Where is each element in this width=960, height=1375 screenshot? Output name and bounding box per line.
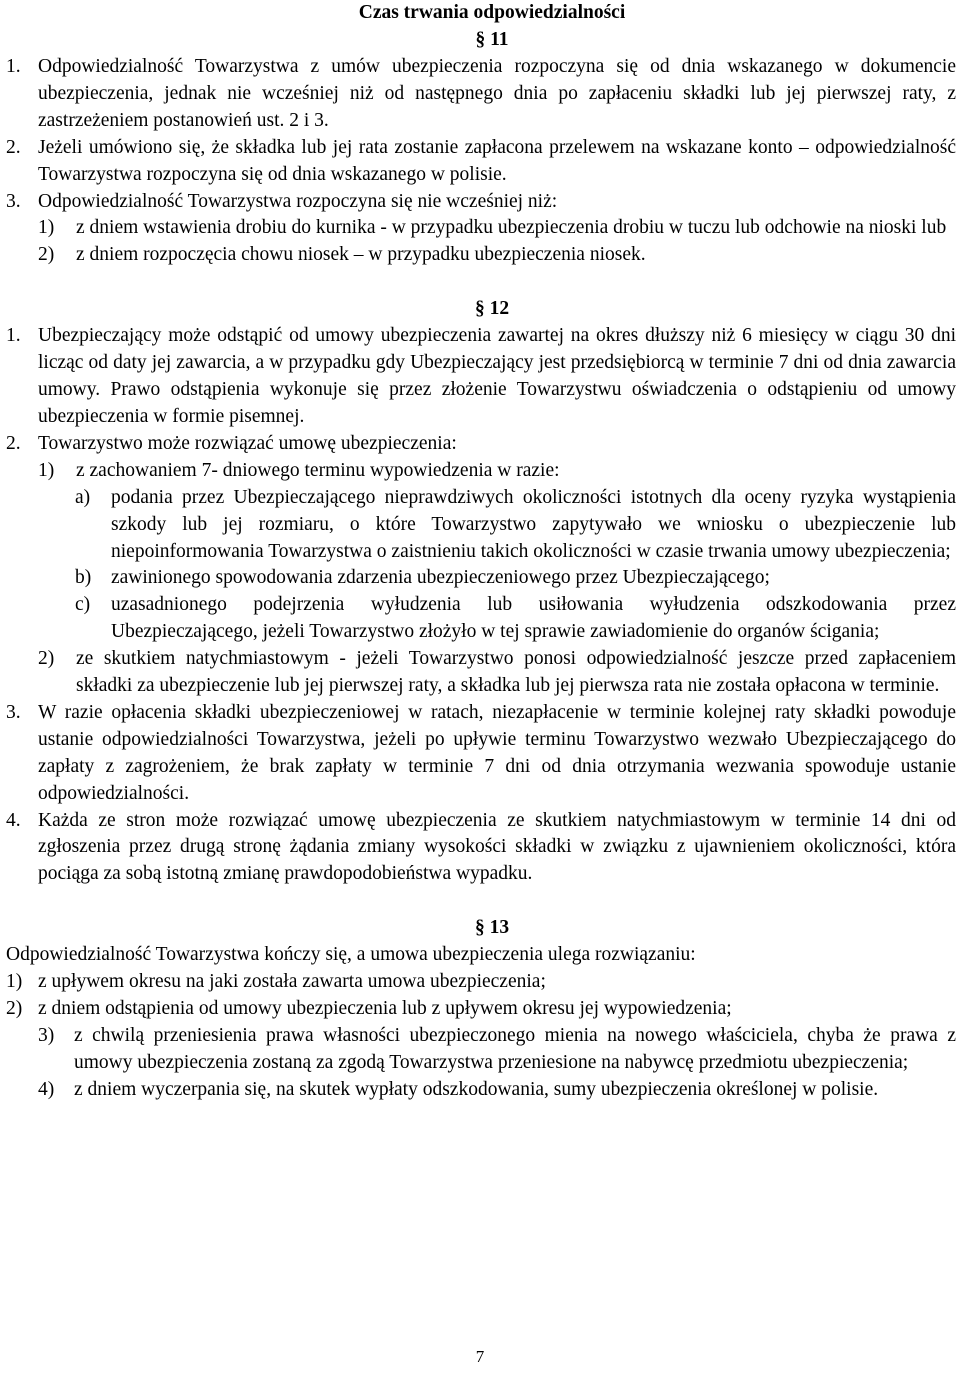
item-number: 2)	[38, 648, 55, 670]
s12-item-1	[6, 323, 956, 431]
item-text: Towarzystwo może rozwiązać umowę ubezpieczenia:	[38, 432, 457, 454]
item-number: 1)	[38, 459, 55, 481]
s11-subitem-1	[38, 215, 956, 242]
s12-item-2-sub-2	[38, 646, 956, 700]
item-number: 1.	[6, 56, 21, 77]
item-text: Odpowiedzialność Towarzystwa z umów ubezpieczenia rozpoczyna się od dnia wskazanego w dokumencie ubezpieczenia, jednak nie wcześniej niż od następnego dnia po zapłaceniu składki lub jej pierwszej raty, z zastrzeżeniem postanowień ust. 2 i 3.	[38, 56, 956, 131]
s12-letter-c	[75, 592, 956, 646]
s11-subitem-2	[38, 242, 956, 269]
section-heading: Czas trwania odpowiedzialności	[358, 2, 626, 23]
s11-item-2	[6, 135, 956, 189]
item-text: ze skutkiem natychmiastowym - jeżeli Towarzystwo ponosi odpowiedzialność jeszcze przed zapłaceniem składki za ubezpieczenie lub jej pierwszej raty, a składka lub jej pierwsza rata nie została opłacona w terminie.	[76, 648, 956, 697]
item-number: 1)	[38, 217, 55, 239]
item-number: 2.	[6, 136, 21, 158]
s11-item-3	[6, 189, 956, 216]
item-number: 2)	[6, 998, 23, 1020]
item-text: podania przez Ubezpieczającego nieprawdziwych okoliczności istotnych dla oceny ryzyka wystąpienia szkody lub jej rozmiaru, o które Towarzystwo zapytywało we wniosku o ubezpieczenie lub niepoinformowania Towarzystwa o zaistnieniu takich okoliczności w czasie trwania umowy ubezpieczenia;	[111, 486, 956, 562]
item-text: z chwilą przeniesienia prawa własności ubezpieczonego mienia na nowego właściciela, chyba że prawa z umowy ubezpieczenia zostaną za zgodą Towarzystwa przeniesione na nabywcę przedmiotu ubezpieczenia;	[74, 1025, 956, 1073]
item-number: 1)	[6, 971, 23, 993]
section-12-title: § 12	[474, 298, 510, 320]
item-text: z dniem wyczerpania się, na skutek wypłaty odszkodowania, sumy ubezpieczenia określonej w polisie.	[74, 1078, 879, 1100]
item-number: 2.	[6, 432, 21, 454]
item-text: Jeżeli umówiono się, że składka lub jej rata zostanie zapłacona przelewem na wskazane konto – odpowiedzialność Towarzystwa rozpoczyna się od dnia wskazanego w polisie.	[38, 136, 956, 185]
item-text: z upływem okresu na jaki została zawarta umowa ubezpieczenia;	[38, 971, 546, 993]
item-text: W razie opłacenia składki ubezpieczeniowej w ratach, niezapłacenie w terminie kolejnej raty składki powoduje ustanie odpowiedzialności Towarzystwa, jeżeli po upływie terminu Towarzystwo wezwało Ubezpieczającego do zapłaty z zagrożeniem, że brak zapłaty w terminie 7 dni od dnia otrzymania wezwania spowoduje ustanie odpowiedzialności.	[38, 701, 956, 804]
item-text: z dniem odstąpienia od umowy ubezpieczenia lub z upływem okresu jej wypowiedzenia;	[38, 998, 732, 1020]
item-text: z zachowaniem 7- dniowego terminu wypowiedzenia w razie:	[76, 459, 560, 481]
item-text: Odpowiedzialność Towarzystwa rozpoczyna się nie wcześniej niż:	[38, 190, 558, 212]
item-text: z dniem rozpoczęcia chowu niosek – w przypadku ubezpieczenia niosek.	[76, 244, 646, 266]
s12-letter-a	[75, 485, 956, 566]
s12-letter-b	[75, 565, 956, 592]
s12-item-4	[6, 808, 956, 889]
s12-item-2	[6, 431, 956, 458]
page-number: 7	[475, 1347, 485, 1366]
s13-item-2	[6, 996, 956, 1023]
item-number: 2)	[38, 244, 55, 266]
s12-item-3	[6, 700, 956, 808]
item-number: 1.	[6, 325, 21, 347]
item-number: b)	[75, 567, 92, 589]
item-number: 4)	[38, 1078, 55, 1100]
s12-item-2-sub-1	[38, 458, 956, 485]
item-number: 3.	[6, 701, 21, 723]
item-number: c)	[75, 594, 91, 616]
item-text: Każda ze stron może rozwiązać umowę ubezpieczenia ze skutkiem natychmiastowym w terminie 14 dni od zgłoszenia przez drugą stronę żądania zmiany wysokości składki w związku z ujawnieniem okoliczności, która pociąga za sobą istotną zmianę prawdopodobieństwa wypadku.	[38, 809, 956, 885]
s11-item-1	[6, 54, 956, 135]
item-text: z dniem wstawienia drobiu do kurnika - w przypadku ubezpieczenia drobiu w tuczu lub odchowie na nioski lub	[76, 217, 947, 239]
item-number: 3)	[38, 1025, 55, 1046]
item-text: Ubezpieczający może odstąpić od umowy ubezpieczenia zawartej na okres dłuższy niż 6 miesięcy w ciągu 30 dni licząc od daty jej zawarcia, a w przypadku gdy Ubezpieczający jest przedsiębiorcą w terminie 7 dni od dnia zawarcia umowy. Prawo odstąpienia wykonuje się przez złożenie Towarzystwu oświadczenia o odstąpieniu od umowy ubezpieczenia w formie pisemnej.	[38, 325, 956, 427]
section-11-title: § 11	[475, 29, 509, 50]
item-number: 3.	[6, 190, 21, 212]
item-number: a)	[75, 486, 91, 508]
s13-item-3	[38, 1023, 956, 1077]
item-text: zawinionego spowodowania zdarzenia ubezpieczeniowego przez Ubezpieczającego;	[111, 567, 770, 589]
item-number: 4.	[6, 809, 21, 831]
s13-intro: Odpowiedzialność Towarzystwa kończy się, a umowa ubezpieczenia ulega rozwiązaniu:	[6, 944, 696, 966]
item-text: uzasadnionego podejrzenia wyłudzenia lub usiłowania wyłudzenia odszkodowania przez Ubezpieczającego, jeżeli Towarzystwo złożyło w tej sprawie zawiadomienie do organów ścigania;	[111, 594, 956, 643]
s13-item-4	[38, 1077, 956, 1104]
section-13-title: § 13	[474, 917, 510, 939]
s13-item-1	[6, 969, 956, 996]
